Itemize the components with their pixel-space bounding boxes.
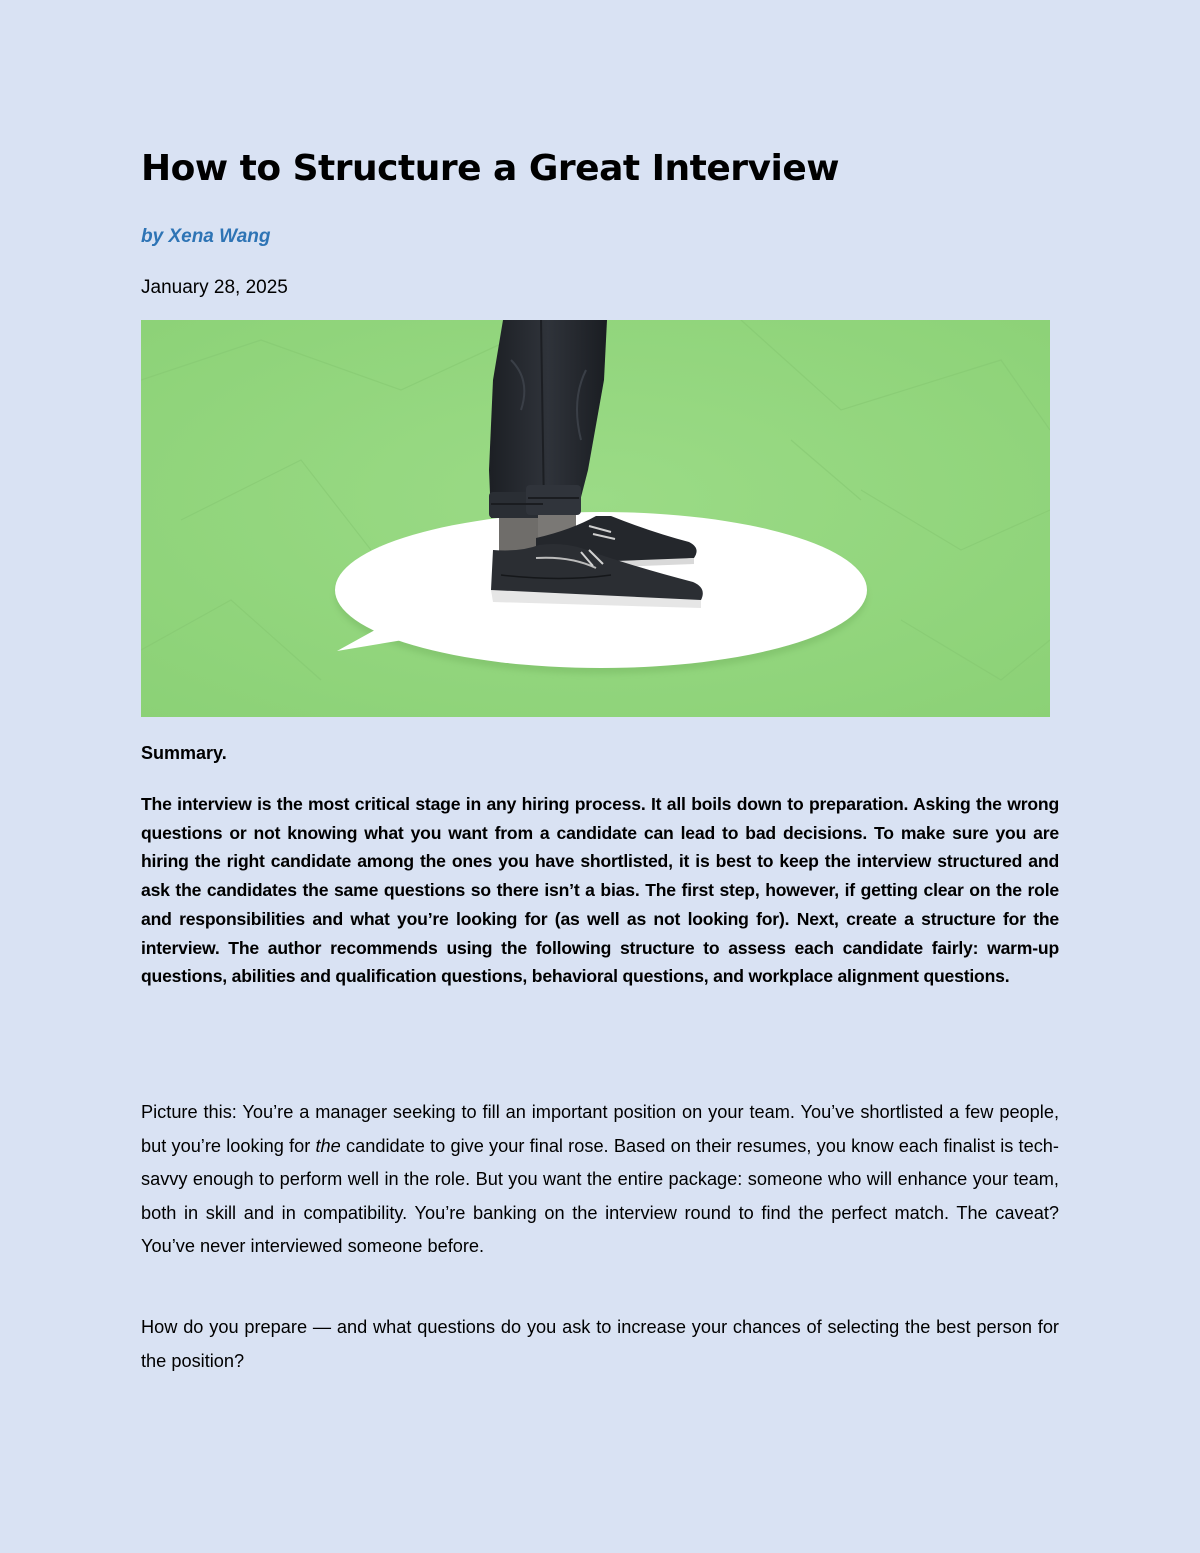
body-paragraph-1 <box>141 1096 1059 1264</box>
article-byline: by Xena Wang <box>141 226 271 247</box>
body-paragraph-2: How do you prepare — and what questions do you ask to increase your chances of selecting the best person for the position? <box>141 1317 1059 1371</box>
article-title: How to Structure a Great Interview <box>141 148 839 189</box>
body-paragraph-1-emphasis: the <box>315 1135 341 1156</box>
body-paragraph-1-text-a: Picture this: You’re a manager seeking to fill an important position on your team. You’ve shortlisted a few people, but you’re looking for <box>141 1102 1059 1156</box>
hero-illustration <box>141 320 1050 717</box>
summary-paragraph: The interview is the most critical stage in any hiring process. It all boils down to preparation. Asking the wrong questions or not knowing what you want from a candidate can lead to bad decisions. To make sure you are hiring the right candidate among the ones you have shortlisted, it is best to keep the interview structured and ask the candidates the same questions so there isn’t a bias. The first step, however, if getting clear on the role and responsibilities and what you’re looking for (as well as not looking for). Next, create a structure for the interview. The author recommends using the following structure to assess each candidate fairly: warm-up questions, abilities and qualification questions, behavioral questions, and workplace alignment questions. <box>141 794 1059 987</box>
body-paragraph-1-text-b: candidate to give your final rose. Based on their resumes, you know each finalist is tech-savvy enough to perform well in the role. But you want the entire package: someone who will enhance your team, both in skill and in compatibility. You’re banking on the interview round to find the perfect match. The caveat? You’ve never interviewed someone before. <box>141 1135 1059 1256</box>
hero-image <box>141 320 1050 717</box>
summary-heading: Summary. <box>141 743 227 763</box>
article-date: January 28, 2025 <box>141 277 288 298</box>
